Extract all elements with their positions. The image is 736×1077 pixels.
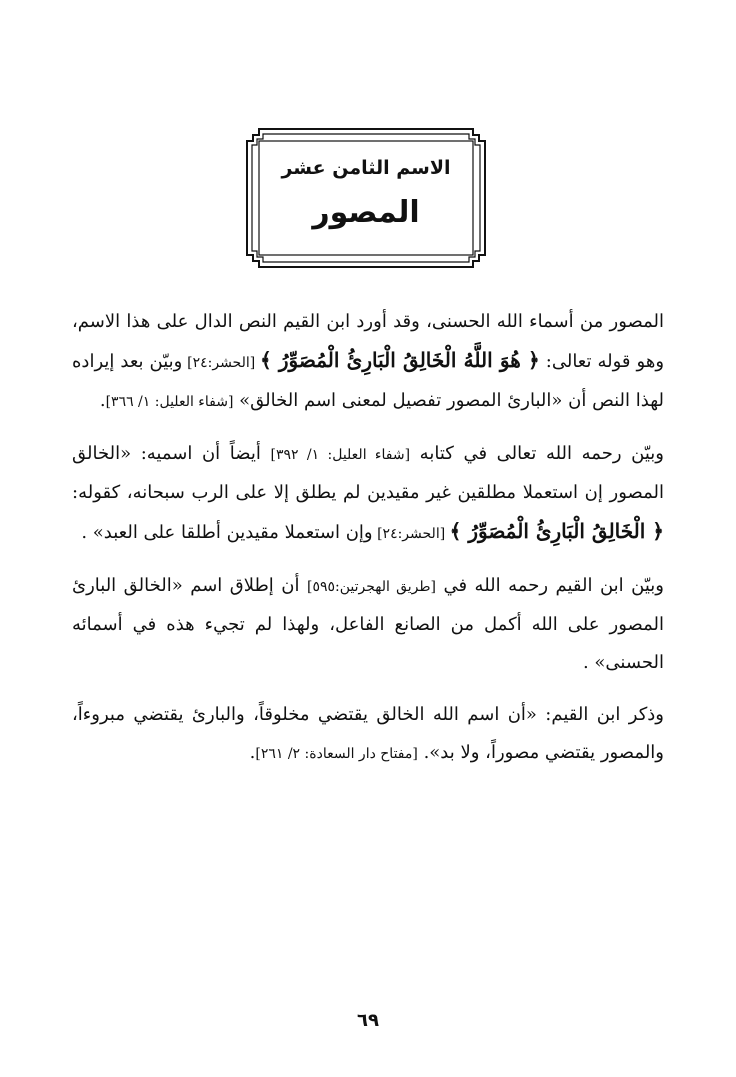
paragraph xyxy=(72,435,664,553)
chapter-title: المصور xyxy=(312,195,420,230)
quran-verse: ﴿ الْخَالِقُ الْبَارِئُ الْمُصَوِّرُ ﴾ xyxy=(449,519,664,543)
paragraph xyxy=(72,303,664,421)
quran-verse: ﴿ هُوَ اللَّهُ الْخَالِقُ الْبَارِئُ الْمُصَوِّرُ ﴾ xyxy=(259,348,540,372)
reference: [شفاء العليل: ١/ ٣٦٦] xyxy=(105,394,234,410)
text-span: وبيّن رحمه الله تعالى في كتابه xyxy=(410,443,664,464)
reference: [طريق الهجرتين:٥٩٥] xyxy=(306,579,436,595)
body-text xyxy=(72,303,664,787)
reference: [شفاء العليل: ١/ ٣٩٢] xyxy=(270,447,411,463)
text-span: المصور من أسماء الله الحسنى، وقد أورد ابن القيم النص الدال على هذا الاسم، وهو قوله تعالى: xyxy=(72,311,665,372)
text-span: أن إطلاق اسم «الخالق البارئ المصور على الله أكمل من الصانع الفاعل، ولهذا لم تجيء هذه في أسمائه الحسنى» . xyxy=(72,575,664,673)
page-number: ٦٩ xyxy=(357,1010,379,1031)
paragraph xyxy=(72,696,664,773)
reference: [الحشر:٢٤] xyxy=(372,526,450,542)
text-span: أيضاً أن اسميه: «الخالق المصور إن استعملا مطلقين غير مقيدين لم يطلق إلا على الرب سبحانه، كقوله: xyxy=(72,443,664,503)
chapter-subtitle: الاسم الثامن عشر xyxy=(281,157,451,179)
text-span: . xyxy=(99,390,106,411)
text-span: وبيّن ابن القيم رحمه الله في xyxy=(436,575,664,596)
paragraph xyxy=(72,567,664,682)
title-frame xyxy=(245,127,487,269)
text-span: وإن استعملا مقيدين أطلقا على العبد» . xyxy=(81,522,373,543)
reference: [مفتاح دار السعادة: ٢/ ٢٦١] xyxy=(255,746,418,762)
text-span: . xyxy=(249,742,256,763)
text-span: وذكر ابن القيم: «أن اسم الله الخالق يقتضي مخلوقاً، والبارئ يقتضي مبروءاً، والمصور يقتضي مصوراً، ولا بد». xyxy=(72,704,664,763)
reference: [الحشر:٢٤] xyxy=(182,355,260,371)
text-span: وبيّن بعد إيراده لهذا النص أن «البارئ المصور تفصيل لمعنى اسم الخالق» xyxy=(72,351,664,411)
